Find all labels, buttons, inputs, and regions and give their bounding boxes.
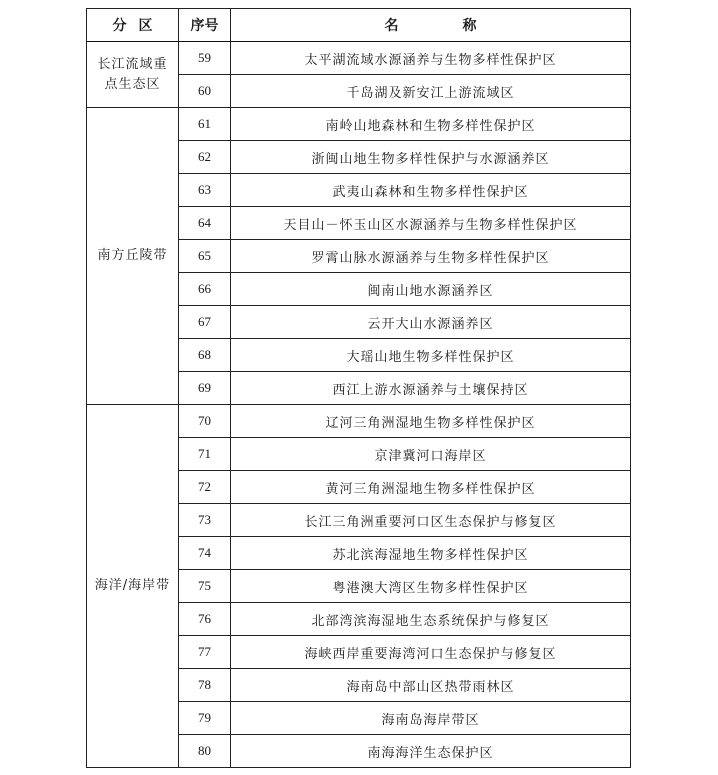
header-row bbox=[87, 9, 631, 42]
name-cell: 黄河三角洲湿地生物多样性保护区 bbox=[231, 471, 631, 504]
number-cell: 65 bbox=[179, 240, 231, 273]
number-cell: 61 bbox=[179, 108, 231, 141]
number-cell: 73 bbox=[179, 504, 231, 537]
number-cell: 60 bbox=[179, 75, 231, 108]
number-cell: 80 bbox=[179, 735, 231, 768]
name-cell: 闽南山地水源涵养区 bbox=[231, 273, 631, 306]
name-cell: 天目山－怀玉山区水源涵养与生物多样性保护区 bbox=[231, 207, 631, 240]
number-cell: 74 bbox=[179, 537, 231, 570]
header-number: 序号 bbox=[179, 9, 231, 42]
name-cell: 西江上游水源涵养与土壤保持区 bbox=[231, 372, 631, 405]
name-cell: 海南岛中部山区热带雨林区 bbox=[231, 669, 631, 702]
name-cell: 苏北滨海湿地生物多样性保护区 bbox=[231, 537, 631, 570]
number-cell: 72 bbox=[179, 471, 231, 504]
number-cell: 75 bbox=[179, 570, 231, 603]
zone-cell: 南方丘陵带 bbox=[87, 108, 179, 405]
ecological-zones-table bbox=[86, 8, 631, 768]
name-cell: 南海海洋生态保护区 bbox=[231, 735, 631, 768]
number-cell: 68 bbox=[179, 339, 231, 372]
number-cell: 63 bbox=[179, 174, 231, 207]
table-body bbox=[87, 42, 631, 768]
header-name: 名称 bbox=[231, 9, 631, 42]
name-cell: 罗霄山脉水源涵养与生物多样性保护区 bbox=[231, 240, 631, 273]
header-zone: 分区 bbox=[87, 9, 179, 42]
name-cell: 南岭山地森林和生物多样性保护区 bbox=[231, 108, 631, 141]
number-cell: 59 bbox=[179, 42, 231, 75]
name-cell: 海峡西岸重要海湾河口生态保护与修复区 bbox=[231, 636, 631, 669]
number-cell: 79 bbox=[179, 702, 231, 735]
zone-cell: 海洋/海岸带 bbox=[87, 405, 179, 768]
number-cell: 62 bbox=[179, 141, 231, 174]
table-header bbox=[87, 9, 631, 42]
table-row bbox=[87, 42, 631, 75]
table-row bbox=[87, 108, 631, 141]
table-row bbox=[87, 405, 631, 438]
name-cell: 长江三角洲重要河口区生态保护与修复区 bbox=[231, 504, 631, 537]
ecological-zones-table-container bbox=[86, 8, 630, 768]
number-cell: 78 bbox=[179, 669, 231, 702]
number-cell: 70 bbox=[179, 405, 231, 438]
number-cell: 71 bbox=[179, 438, 231, 471]
name-cell: 大瑶山地生物多样性保护区 bbox=[231, 339, 631, 372]
name-cell: 北部湾滨海湿地生态系统保护与修复区 bbox=[231, 603, 631, 636]
name-cell: 太平湖流域水源涵养与生物多样性保护区 bbox=[231, 42, 631, 75]
number-cell: 66 bbox=[179, 273, 231, 306]
name-cell: 海南岛海岸带区 bbox=[231, 702, 631, 735]
name-cell: 京津冀河口海岸区 bbox=[231, 438, 631, 471]
name-cell: 辽河三角洲湿地生物多样性保护区 bbox=[231, 405, 631, 438]
name-cell: 浙闽山地生物多样性保护与水源涵养区 bbox=[231, 141, 631, 174]
number-cell: 77 bbox=[179, 636, 231, 669]
number-cell: 69 bbox=[179, 372, 231, 405]
name-cell: 粤港澳大湾区生物多样性保护区 bbox=[231, 570, 631, 603]
number-cell: 64 bbox=[179, 207, 231, 240]
number-cell: 76 bbox=[179, 603, 231, 636]
number-cell: 67 bbox=[179, 306, 231, 339]
name-cell: 云开大山水源涵养区 bbox=[231, 306, 631, 339]
name-cell: 千岛湖及新安江上游流域区 bbox=[231, 75, 631, 108]
zone-cell: 长江流域重点生态区 bbox=[87, 42, 179, 108]
name-cell: 武夷山森林和生物多样性保护区 bbox=[231, 174, 631, 207]
